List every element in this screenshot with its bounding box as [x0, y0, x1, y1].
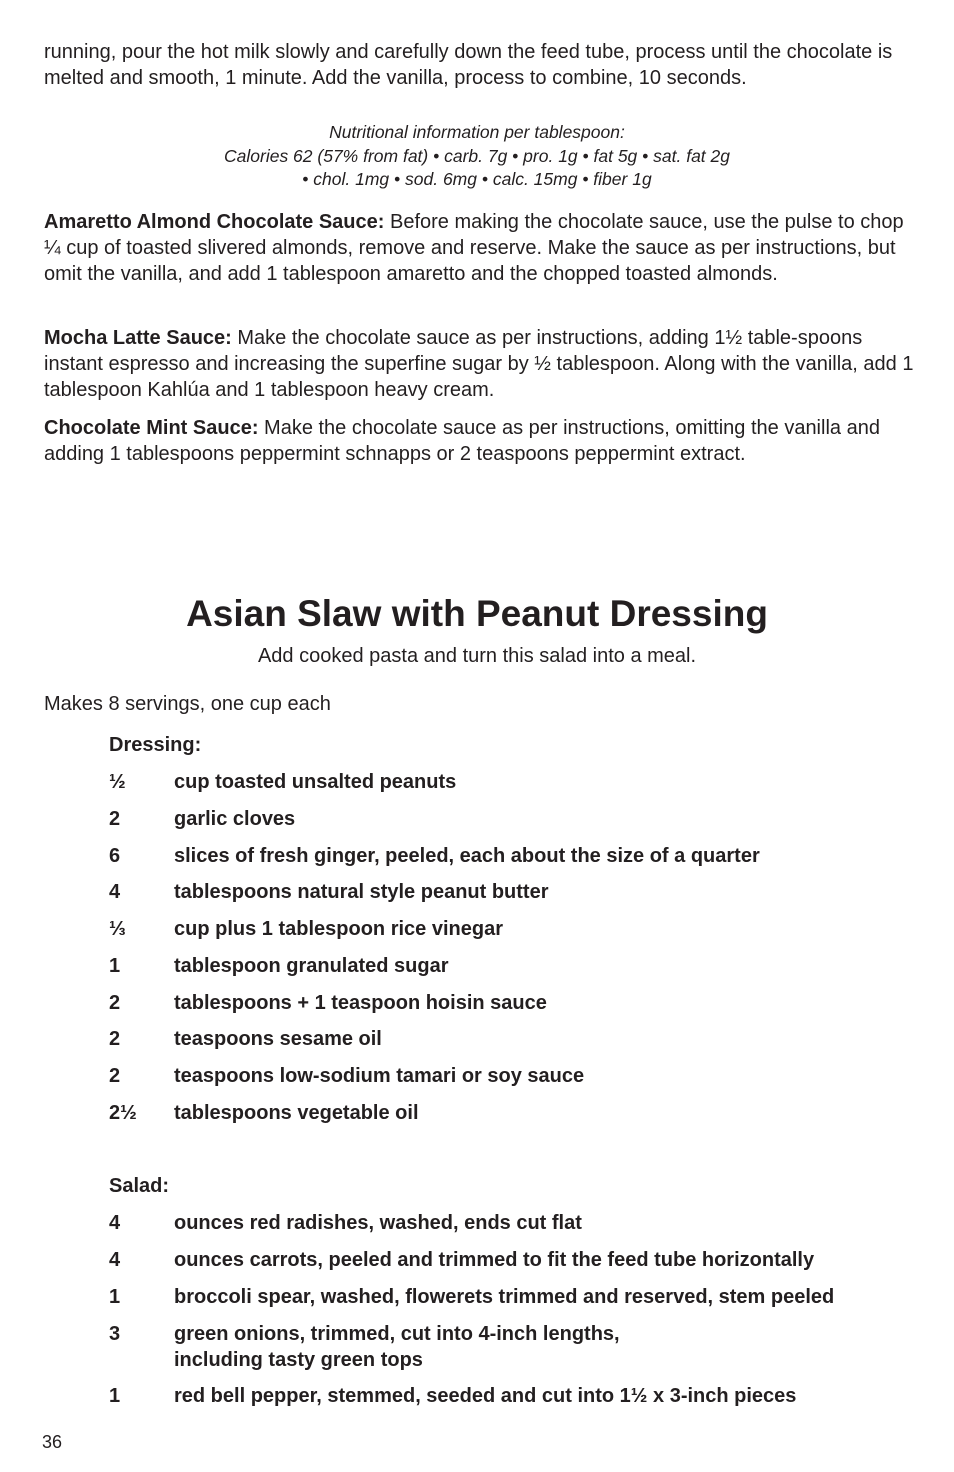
- nutrition-heading: Nutritional information per tablespoon:: [329, 122, 625, 142]
- ingredient-desc: broccoli spear, washed, flowerets trimmed and reserved, stem peeled: [174, 1286, 835, 1308]
- salad-label: Salad:: [109, 1175, 170, 1197]
- ingredient-qty: 1: [109, 1385, 121, 1407]
- variation-mocha: [44, 325, 914, 403]
- ingredient-desc: teaspoons low-sodium tamari or soy sauce: [174, 1065, 585, 1087]
- page-number: 36: [42, 1432, 63, 1452]
- ingredient-qty: 3: [109, 1323, 121, 1345]
- ingredient-qty: ⅓: [109, 918, 126, 940]
- recipe-servings: Makes 8 servings, one cup each: [44, 693, 331, 715]
- ingredient-desc: slices of fresh ginger, peeled, each about the size of a quarter: [174, 845, 760, 867]
- ingredient-qty: 1: [109, 955, 121, 977]
- ingredient-desc: ounces red radishes, washed, ends cut flat: [174, 1212, 582, 1234]
- ingredient-desc: tablespoons vegetable oil: [174, 1102, 419, 1124]
- ingredient-qty: 6: [109, 845, 121, 867]
- ingredient-desc: tablespoons natural style peanut butter: [174, 881, 549, 903]
- ingredient-desc: ounces carrots, peeled and trimmed to fit the feed tube horizontally: [174, 1249, 815, 1271]
- ingredient-qty: 4: [109, 881, 121, 903]
- ingredient-desc: [174, 1321, 914, 1373]
- ingredient-desc: garlic cloves: [174, 808, 296, 830]
- ingredient-qty: 2: [109, 808, 121, 830]
- intro-paragraph: running, pour the hot milk slowly and carefully down the feed tube, process until the chocolate is melted and smooth, 1 minute. Add the vanilla, process to combine, 10 seconds.: [44, 41, 893, 89]
- nutrition-line: Calories 62 (57% from fat) • carb. 7g • pro. 1g • fat 5g • sat. fat 2g: [224, 145, 730, 166]
- ingredient-qty: ½: [109, 771, 126, 793]
- ingredient-qty: 2: [109, 1028, 121, 1050]
- recipe-subtitle: Add cooked pasta and turn this salad into a meal.: [257, 645, 697, 667]
- ingredient-desc-line: green onions, trimmed, cut into 4-inch lengths,: [174, 1323, 620, 1345]
- ingredient-qty: 4: [109, 1249, 121, 1271]
- ingredient-desc: cup plus 1 tablespoon rice vinegar: [174, 918, 503, 940]
- ingredient-qty: 4: [109, 1212, 121, 1234]
- ingredient-desc: teaspoons sesame oil: [174, 1028, 382, 1050]
- variation-title: Chocolate Mint Sauce:: [44, 417, 259, 439]
- variation-amaretto: [44, 209, 914, 287]
- variation-title: Mocha Latte Sauce:: [44, 327, 232, 349]
- ingredient-qty: 1: [109, 1286, 121, 1308]
- ingredient-desc-line: including tasty green tops: [174, 1349, 423, 1371]
- ingredient-qty: 2: [109, 1065, 121, 1087]
- variation-text: Before making the chocolate sauce, use the pulse to chop ¼ cup of toasted slivered almonds, remove and reserve. Make the sauce as per instructions, but omit the vanilla, and add 1 tablespoon amaretto and the chopped toasted almonds.: [44, 211, 904, 285]
- ingredient-desc: tablespoon granulated sugar: [174, 955, 449, 977]
- ingredient-qty: 2: [109, 992, 121, 1014]
- nutrition-line: • chol. 1mg • sod. 6mg • calc. 15mg • fiber 1g: [302, 169, 652, 189]
- dressing-label: Dressing:: [109, 734, 202, 756]
- variation-mint: [44, 415, 914, 467]
- nutrition-info: [44, 121, 910, 192]
- ingredient-qty: 2½: [109, 1102, 137, 1124]
- ingredient-desc: red bell pepper, stemmed, seeded and cut into 1½ x 3-inch pieces: [174, 1385, 797, 1407]
- ingredient-desc: cup toasted unsalted peanuts: [174, 771, 457, 793]
- variation-text: Make the chocolate sauce as per instructions, omitting the vanilla and adding 1 tablespoons peppermint schnapps or 2 teaspoons peppermint extract.: [44, 417, 880, 465]
- ingredient-desc: tablespoons + 1 teaspoon hoisin sauce: [174, 992, 547, 1014]
- recipe-title: Asian Slaw with Peanut Dressing: [186, 593, 768, 634]
- variation-text: Make the chocolate sauce as per instructions, adding 1½ table-spoons instant espresso and increasing the superfine sugar by ½ tablespoon. Along with the vanilla, add 1 tablespoon Kahlúa and 1 tablespoon heavy cream.: [44, 327, 914, 401]
- variation-title: Amaretto Almond Chocolate Sauce:: [44, 211, 385, 233]
